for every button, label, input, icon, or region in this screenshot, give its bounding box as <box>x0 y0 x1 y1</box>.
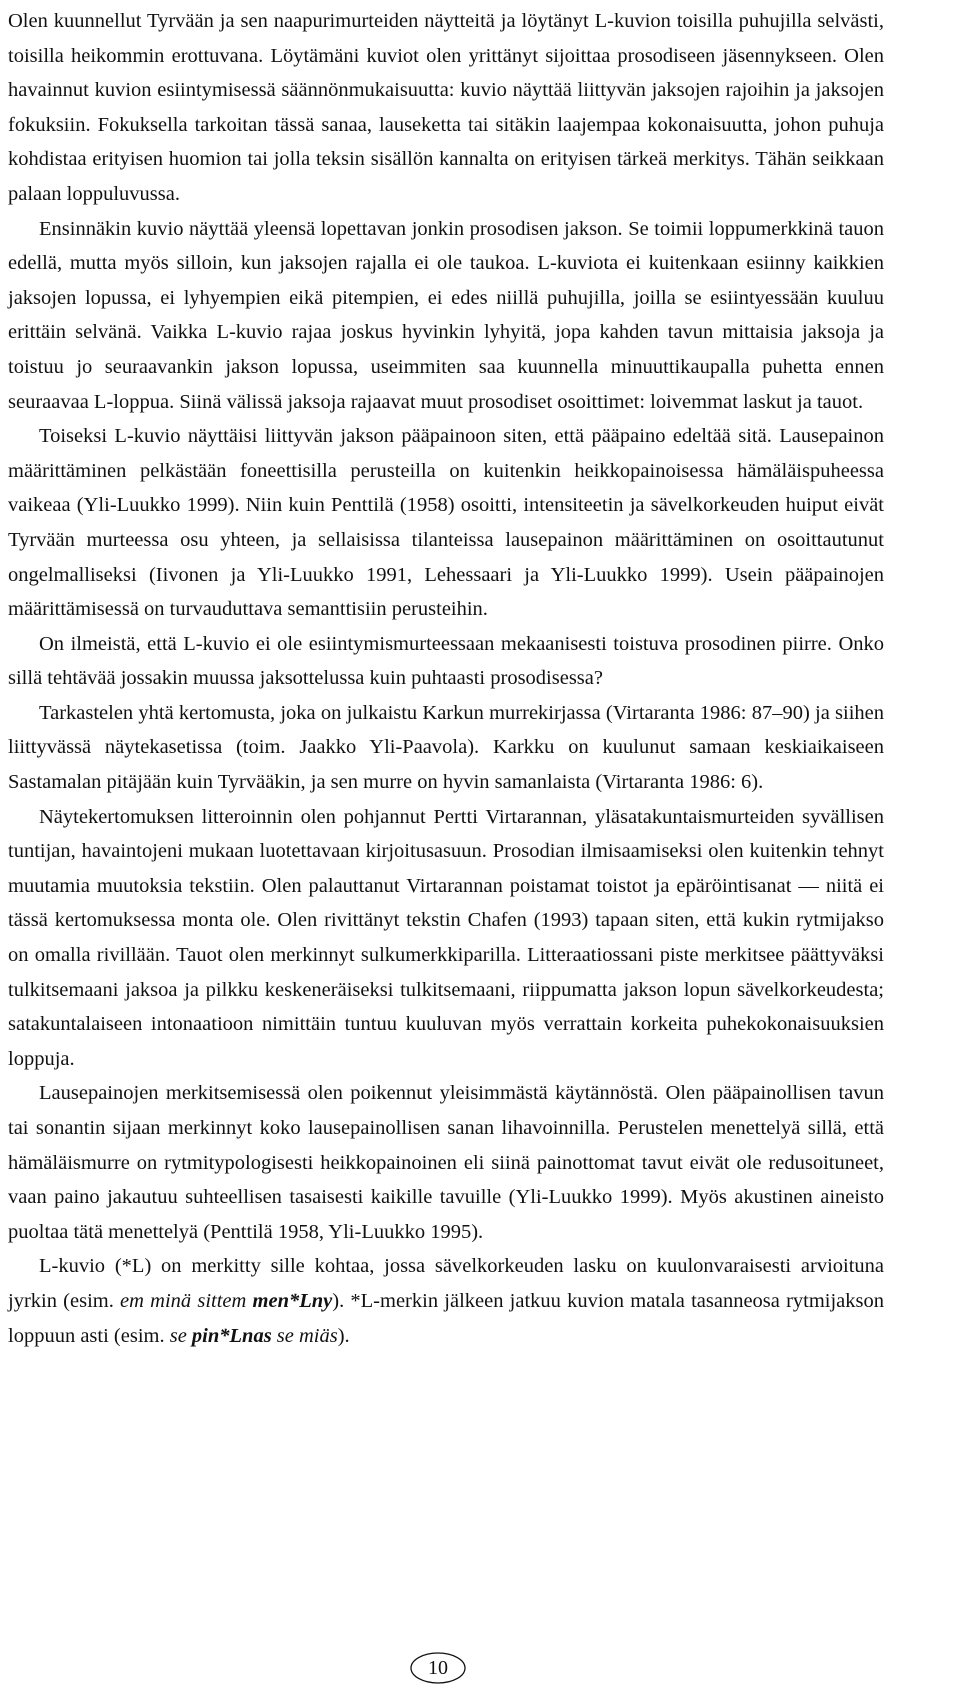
example-1-italic: em minä sittem <box>120 1289 253 1312</box>
paragraph-8 <box>8 1249 884 1353</box>
example-2-italic-b: se miäs <box>271 1324 338 1347</box>
paragraph-7: Lausepainojen merkitsemisessä olen poikennut yleisimmästä käytännöstä. Olen pääpainollisen tavun tai sonantin sijaan merkinnyt koko lausepainollisen sanan lihavoinnilla. Perustelen menettelyä sillä, että hämäläismurre on rytmitypologisesti heikkopainoinen eli siinä painottomat tavut eivät ole redusoituneet, vaan paino jakautuu suhteellisen tasaisesti kaikille tavuille (Yli-Luukko 1999). Myös akustinen aineisto puoltaa tätä menettelyä (Penttilä 1958, Yli-Luukko 1995). <box>8 1082 884 1243</box>
example-1-bold: men*Lny <box>252 1289 333 1312</box>
page-footer <box>0 1651 876 1685</box>
paragraph-8-text-3: ). <box>337 1324 350 1347</box>
paragraph-8-text-1: L-kuvio (*L) on merkitty sille kohtaa, jossa sävelkorkeuden lasku on kuulonvaraisesti arvioituna jyrkin (esim. <box>8 1255 884 1312</box>
paragraph-6: Näytekertomuksen litteroinnin olen pohjannut Pertti Virtarannan, yläsatakuntaismurteiden syvällisen tuntijan, havaintojeni mukaan luotettavaan kirjoitusasuun. Prosodian ilmisaamiseksi olen kuitenkin tehnyt muutamia muutoksia tekstiin. Olen palauttanut Virtarannan poistamat toistot ja epäröintisanat — niitä ei tässä kertomuksessa monta ole. Olen rivittänyt tekstin Chafen (1993) tapaan siten, että kukin rytmijakso on omalla rivillään. Tauot olen merkinnyt sulkumerkkiparilla. Litteraatiossani piste merkitsee päättyväksi tulkitsemaani jaksoa ja pilkku keskeneräiseksi tulkitsemaani, riippumatta jakson lopun sävelkorkeudesta; satakuntalaiseen intonaatioon nimittäin tuntuu kuuluvan myös verrattain korkeita puhekokonaisuuksien loppuja. <box>8 805 884 1070</box>
paragraph-1: Olen kuunnellut Tyrvään ja sen naapurimurteiden näytteitä ja löytänyt L-kuvion toisilla puhujilla selvästi, toisilla heikommin erottuvana. Löytämäni kuviot olen yrittänyt sijoittaa prosodiseen jäsennykseen. Olen havainnut kuvion esiintymisessä säännönmukaisuutta: kuvio näyttää liittyvän jaksojen rajoihin ja jaksojen fokuksiin. Fokuksella tarkoitan tässä sanaa, lauseketta tai sitäkin laajempaa kokonaisuutta, johon puhuja kohdistaa erityisen huomion tai jolla teksin sisällön kannalta on erityisen tärkeä merkitys. Tähän seikkaan palaan loppuluvussa. <box>8 10 884 205</box>
page-number <box>409 1651 467 1685</box>
paragraph-5: Tarkastelen yhtä kertomusta, joka on julkaistu Karkun murrekirjassa (Virtaranta 1986: 87–90) ja siihen liittyvässä näytekasetissa (toim. Jaakko Yli-Paavola). Karkku on kuulunut samaan keskiaikaiseen Sastamalan pitäjään kuin Tyrvääkin, ja sen murre on hyvin samanlaista (Virtaranta 1986: 6). <box>8 701 884 794</box>
document-page <box>8 4 884 1353</box>
example-2-italic-a: se <box>169 1324 192 1347</box>
example-2-bold: pin*Lnas <box>191 1324 272 1347</box>
paragraph-8-text-2: ). *L-merkin jälkeen jatkuu kuvion matala tasanneosa rytmijakson loppuun asti (esim. <box>8 1289 885 1347</box>
paragraph-4: On ilmeistä, että L-kuvio ei ole esiintymismurteessaan mekaanisesti toistuva prosodinen piirre. Onko sillä tehtävää jossakin muussa jaksottelussa kuin puhtaasti prosodisessa? <box>8 632 884 690</box>
paragraph-2: Ensinnäkin kuvio näyttää yleensä lopettavan jonkin prosodisen jakson. Se toimii loppumerkkinä tauon edellä, mutta myös silloin, kun jaksojen rajalla ei ole taukoa. L-kuviota ei kuitenkaan esiinny kaikkien jaksojen lopussa, ei lyhyempien eikä pitempien, ei edes niillä puhujilla, joilla se esiintyessään kuuluu erittäin selvänä. Vaikka L-kuvio rajaa joskus hyvinkin lyhyitä, jopa kahden tavun mittaisia jaksoja ja toistuu jo seuraavankin jakson lopussa, useimmiten saa kuunnella minuuttikaupalla puhetta ennen seuraavaa L-loppua. Siinä välissä jaksoja rajaavat muut prosodiset osoittimet: loivemmat laskut ja tauot. <box>8 217 884 413</box>
paragraph-3: Toiseksi L-kuvio näyttäisi liittyvän jakson pääpainoon siten, että pääpaino edeltää sitä. Lausepainon määrittäminen pelkästään foneettisilla perusteilla on kuitenkin heikkopainoisessa hämäläispuheessa vaikeaa (Yli-Luukko 1999). Niin kuin Penttilä (1958) osoitti, intensiteetin ja sävelkorkeuden huiput eivät Tyrvään murteessa osu yhteen, ja sellaisissa tilanteissa lausepainon määrittäminen on osoittautunut ongelmalliseksi (Iivonen ja Yli-Luukko 1991, Lehessaari ja Yli-Luukko 1999). Usein pääpainojen määrittämisessä on turvauduttava semanttisiin perusteihin. <box>8 425 884 621</box>
page-number-text: 10 <box>428 1657 448 1679</box>
